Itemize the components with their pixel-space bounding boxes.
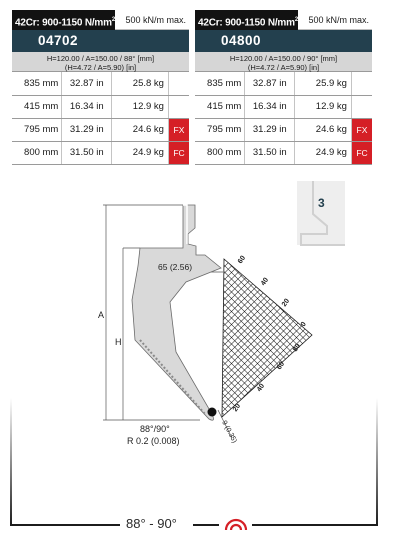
- radius-label: R 0.2 (0.008): [127, 436, 180, 446]
- table-row: [195, 141, 372, 164]
- table-row: [195, 72, 372, 95]
- clamp-flag-badge: FX: [169, 119, 189, 141]
- length-table: [195, 72, 372, 165]
- length-in: 16.34 in: [62, 95, 112, 118]
- dimension-spec: H=120.00 / A=150.00 / 90° [mm] (H=4.72 / A=5.90) [in]: [195, 52, 372, 72]
- clamp-flag-cell: [351, 141, 372, 164]
- length-table: [12, 72, 189, 165]
- dim-label-a: A: [98, 310, 105, 320]
- clamp-flag-cell: [168, 141, 189, 164]
- clamp-flag-badge: FX: [352, 119, 372, 141]
- product-code: 04702: [12, 30, 189, 52]
- weight: 12.9 kg: [112, 95, 169, 118]
- max-load: 500 kN/m max.: [298, 10, 372, 30]
- length-in: 31.50 in: [245, 141, 295, 164]
- length-mm: 835 mm: [12, 72, 62, 95]
- scale-label-upper: 40: [259, 276, 271, 288]
- clamp-flag-cell: [168, 72, 189, 95]
- brand-logo-icon: [226, 520, 246, 530]
- length-mm: 795 mm: [195, 118, 245, 141]
- product-code: 04800: [195, 30, 372, 52]
- clamp-flag-badge: FC: [352, 142, 372, 164]
- tool-type-number: 3: [318, 196, 325, 210]
- weight: 24.6 kg: [295, 118, 352, 141]
- weight: 24.9 kg: [112, 141, 169, 164]
- weight: 25.8 kg: [112, 72, 169, 95]
- table-row: [195, 118, 372, 141]
- scale-label-lower: 60: [275, 360, 287, 372]
- length-mm: 415 mm: [12, 95, 62, 118]
- length-in: 32.87 in: [62, 72, 112, 95]
- table-row: [12, 72, 189, 95]
- table-row: [12, 95, 189, 118]
- weight: 12.9 kg: [295, 95, 352, 118]
- length-mm: 835 mm: [195, 72, 245, 95]
- length-mm: 795 mm: [12, 118, 62, 141]
- table-row: [195, 95, 372, 118]
- clamp-flag-cell: [168, 95, 189, 118]
- scale-label-lower: 80: [291, 342, 303, 354]
- scale-label-lower: 40: [255, 382, 267, 394]
- dimension-spec: H=120.00 / A=150.00 / 88° [mm] (H=4.72 / A=5.90) [in]: [12, 52, 189, 72]
- scale-label-upper: 20: [280, 297, 292, 309]
- scale-label-lower: 20: [231, 402, 243, 414]
- length-mm: 800 mm: [12, 141, 62, 164]
- spec-block-04702: [12, 10, 189, 165]
- weight: 24.9 kg: [295, 141, 352, 164]
- table-row: [12, 118, 189, 141]
- footer-angle-range: 88° - 90°: [126, 516, 177, 531]
- max-load: 500 kN/m max.: [115, 10, 189, 30]
- clamp-flag-badge: FC: [169, 142, 189, 164]
- length-in: 32.87 in: [245, 72, 295, 95]
- length-mm: 415 mm: [195, 95, 245, 118]
- weight: 24.6 kg: [112, 118, 169, 141]
- dim-width: 65 (2.56): [158, 262, 193, 272]
- clamp-flag-cell: [351, 95, 372, 118]
- clamp-flag-cell: [351, 72, 372, 95]
- length-mm: 800 mm: [195, 141, 245, 164]
- clamp-flag-cell: [351, 118, 372, 141]
- angle-label: 88°/90°: [140, 424, 170, 434]
- dim-label-h: H: [115, 337, 122, 347]
- scale-label-upper: 0: [299, 320, 308, 329]
- clamp-flag-cell: [168, 118, 189, 141]
- length-in: 16.34 in: [245, 95, 295, 118]
- weight: 25.9 kg: [295, 72, 352, 95]
- table-row: [12, 141, 189, 164]
- length-in: 31.29 in: [62, 118, 112, 141]
- material-spec: 42Cr: 900-1150 $N/mm^2$: [195, 10, 298, 30]
- tip-dim: 9 (0.35): [220, 419, 238, 445]
- length-in: 31.29 in: [245, 118, 295, 141]
- scale-label-upper: 60: [236, 254, 248, 266]
- length-in: 31.50 in: [62, 141, 112, 164]
- spec-block-04800: [195, 10, 372, 165]
- material-spec: 42Cr: 900-1150 $N/mm^2$: [12, 10, 115, 30]
